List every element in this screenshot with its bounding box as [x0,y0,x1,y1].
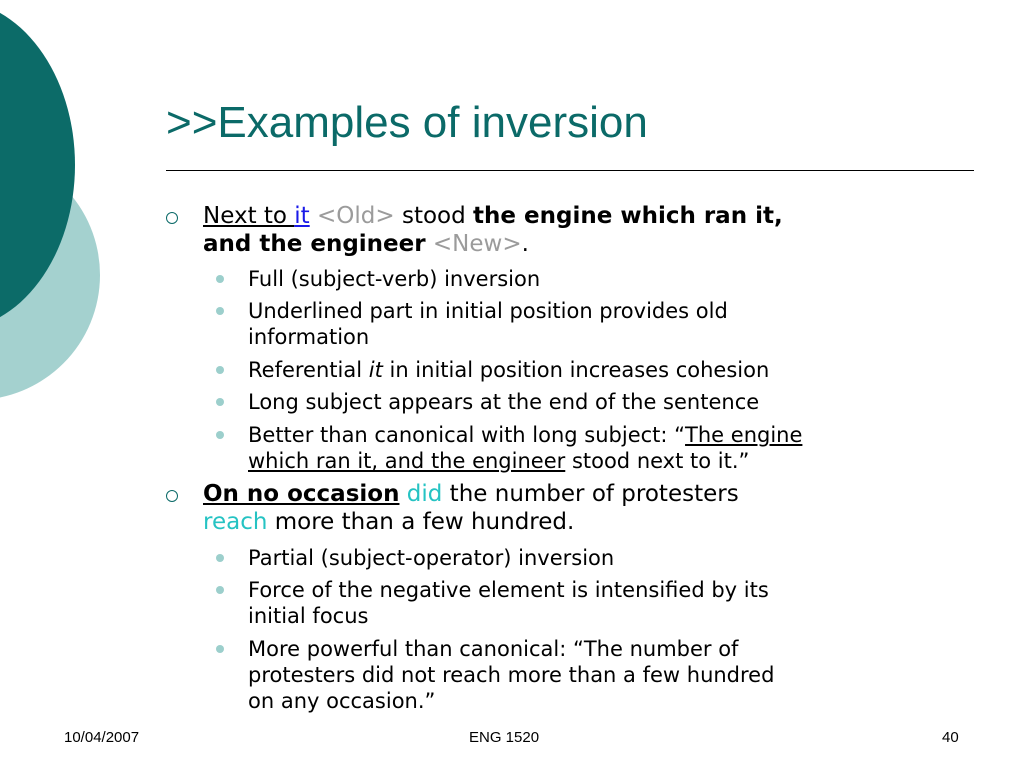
sub-bullet-text: Force of the negative element is intensified by its [248,578,769,602]
bullet-main-2 [203,480,973,536]
sub-bullet-text: information [248,325,370,349]
sub-bullet [248,298,968,350]
dot-bullet-icon [216,398,224,406]
sub-bullet-text: on any occasion.” [248,689,436,713]
sub-bullet [248,636,968,714]
sub-bullet [248,577,968,629]
dot-bullet-icon [216,645,224,653]
sentence-text: more than a few hundred. [267,509,575,535]
sub-bullet-text: in initial position increases cohesion [382,358,770,382]
dot-bullet-icon [216,586,224,594]
phrase-next-to: Next to [203,203,295,229]
sub-bullet-text: More powerful than canonical: “The number of [248,637,739,661]
sub-bullet [248,422,968,474]
circle-bullet-icon [166,212,178,224]
sub-bullet [248,266,968,292]
sub-bullet [248,389,968,415]
circle-bullet-icon [166,490,178,502]
sub-bullet-text: Better than canonical with long subject: “ [248,423,686,447]
dot-bullet-icon [216,275,224,283]
phrase-on-no-occasion: On no occasion [203,481,400,507]
sentence-text: the number of protesters [442,481,739,507]
underlined-subject: The engine [685,423,803,447]
sub-bullet-text: Underlined part in initial position provides old [248,299,728,323]
slide-number: 40 [942,729,959,746]
underlined-subject: which ran it, and the engineer [248,449,566,473]
footer-course: ENG 1520 [469,729,540,746]
footer-date: 10/04/2007 [64,729,140,746]
new-tag: <New> [425,231,522,257]
sub-bullet-text: stood next to it.” [565,449,750,473]
italic-it: it [368,358,383,382]
long-subject-line1: the engine which ran it, [473,203,783,229]
sub-bullet-text: initial focus [248,604,369,628]
dot-bullet-icon [216,307,224,315]
dot-bullet-icon [216,554,224,562]
verb-reach: reach [203,509,268,535]
verb-stood: stood [394,203,474,229]
sub-bullet-text: Partial (subject-operator) inversion [248,546,615,570]
dot-bullet-icon [216,431,224,439]
sub-bullet-text: Full (subject-verb) inversion [248,267,541,291]
referential-it: it [294,203,310,229]
sub-bullet-text: Long subject appears at the end of the sentence [248,390,760,414]
sub-bullet-text: protesters did not reach more than a few hundred [248,663,775,687]
title-divider [166,170,974,171]
sub-bullet-text: Referential [248,358,369,382]
slide-title: >>Examples of inversion [166,98,648,147]
sub-bullet [248,545,968,571]
sub-bullet [248,357,968,383]
operator-did: did [399,481,443,507]
period: . [521,231,529,257]
old-tag: <Old> [309,203,395,229]
bullet-main-1 [203,202,973,258]
dot-bullet-icon [216,366,224,374]
long-subject-line2: and the engineer [203,231,426,257]
